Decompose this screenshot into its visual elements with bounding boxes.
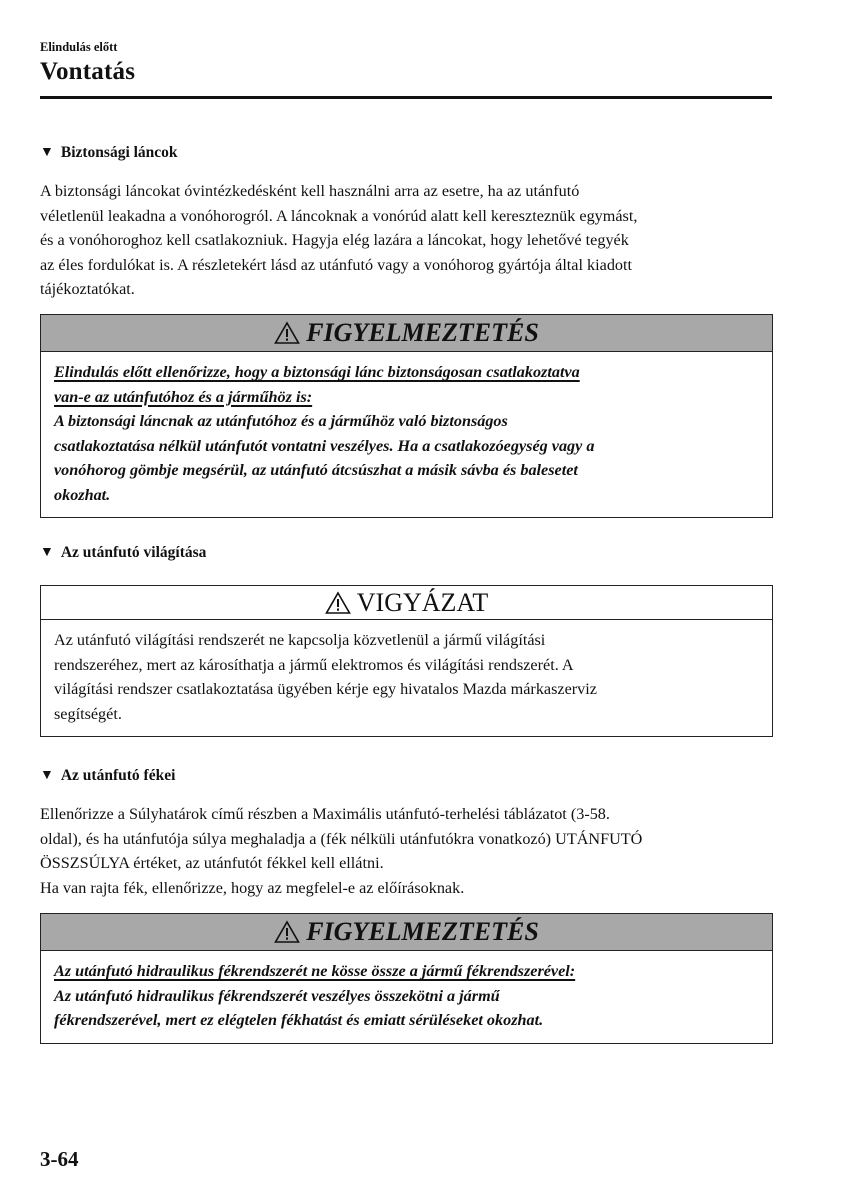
warning-header: [41, 914, 772, 951]
caution-box-lights: [40, 585, 773, 737]
warning-title: FIGYELMEZTETÉS: [306, 917, 539, 946]
page-title: Vontatás: [40, 58, 136, 85]
text-line: ÖSSZSÚLYA értéket, az utánfutót fékkel kell ellátni.: [40, 854, 384, 872]
warning-body: [41, 951, 772, 1043]
section-heading-label: Biztonsági láncok: [60, 144, 178, 161]
page-number: 3-64: [40, 1147, 79, 1171]
warning-lead-line: van-e az utánfutóhoz és a járműhöz is:: [54, 387, 313, 406]
brakes-paragraph: [40, 802, 780, 900]
warning-triangle-icon: [274, 920, 300, 944]
text-line: és a vonóhoroghoz kell csatlakozniuk. Hagyja elég lazára a láncokat, hogy lehetővé tegyék: [40, 231, 629, 249]
text-line: A biztonsági láncokat óvintézkedésként kell használni arra az esetre, ha az utánfutó: [40, 182, 580, 200]
text-line: véletlenül leakadna a vonóhorogról. A láncoknak a vonórúd alatt kell kereszteznük egymást,: [40, 206, 638, 225]
section-heading-label: Az utánfutó világítása: [60, 544, 207, 561]
section-heading-brakes: [40, 767, 175, 785]
warning-lead-line: Elindulás előtt ellenőrizze, hogy a biztonsági lánc biztonságosan csatlakoztatva: [54, 363, 580, 381]
text-line: Ha van rajta fék, ellenőrizze, hogy az megfelel-e az előírásoknak.: [40, 878, 465, 897]
warning-text-line: csatlakoztatása nélkül utánfutót vontatni veszélyes. Ha a csatlakozóegység vagy a: [54, 436, 595, 455]
caution-text-line: Az utánfutó világítási rendszerét ne kapcsolja közvetlenül a jármű világítási: [54, 631, 546, 649]
warning-triangle-icon: [274, 321, 300, 345]
chains-paragraph: [40, 179, 780, 302]
down-triangle-icon: ▼: [40, 145, 54, 160]
warning-header: [41, 315, 772, 352]
section-heading-lights: [40, 544, 206, 562]
text-line: tájékoztatókat.: [40, 280, 135, 298]
warning-text-line: fékrendszerével, mert ez elégtelen fékhatást és emiatt sérüléseket okozhat.: [54, 1011, 544, 1029]
section-heading-chains: [40, 144, 178, 162]
header-divider: [40, 96, 772, 99]
text-line: az éles fordulókat is. A részletekért lásd az utánfutó vagy a vonóhorog gyártója által kiadott: [40, 255, 632, 274]
down-triangle-icon: ▼: [40, 545, 54, 560]
text-line: oldal), és ha utánfutója súlya meghaladja a (fék nélküli utánfutókra vonatkozó) UTÁNFUTÓ: [40, 829, 643, 848]
caution-text-line: rendszeréhez, mert az károsíthatja a jármű elektromos és világítási rendszerét. A: [54, 655, 574, 674]
warning-text-line: vonóhorog gömbje megsérül, az utánfutó átcsúszhat a másik sávba és balesetet: [54, 461, 578, 479]
section-heading-label: Az utánfutó fékei: [60, 767, 176, 784]
warning-body: [41, 352, 772, 517]
caution-text-line: világítási rendszer csatlakoztatása ügyében kérje egy hivatalos Mazda márkaszerviz: [54, 680, 597, 698]
warning-lead-line: Az utánfutó hidraulikus fékrendszerét ne kösse össze a jármű fékrendszerével:: [54, 962, 576, 980]
text-line: Ellenőrizze a Súlyhatárok című részben a Maximális utánfutó-terhelési táblázatot (3-58.: [40, 805, 610, 823]
warning-triangle-icon: [325, 591, 351, 615]
warning-text-line: Az utánfutó hidraulikus fékrendszerét veszélyes összekötni a jármű: [54, 986, 500, 1005]
caution-text-line: segítségét.: [54, 704, 122, 723]
warning-title: FIGYELMEZTETÉS: [306, 318, 539, 347]
caution-header: [41, 586, 772, 620]
warning-text-line: A biztonsági láncnak az utánfutóhoz és a járműhöz való biztonságos: [54, 412, 508, 430]
warning-text-line: okozhat.: [54, 485, 111, 504]
caution-title: VIGYÁZAT: [356, 587, 489, 617]
caution-body: [41, 620, 772, 736]
down-triangle-icon: ▼: [40, 768, 54, 783]
warning-box-brakes: [40, 913, 773, 1044]
running-header: Elindulás előtt: [40, 40, 118, 54]
warning-box-chains: [40, 314, 773, 518]
